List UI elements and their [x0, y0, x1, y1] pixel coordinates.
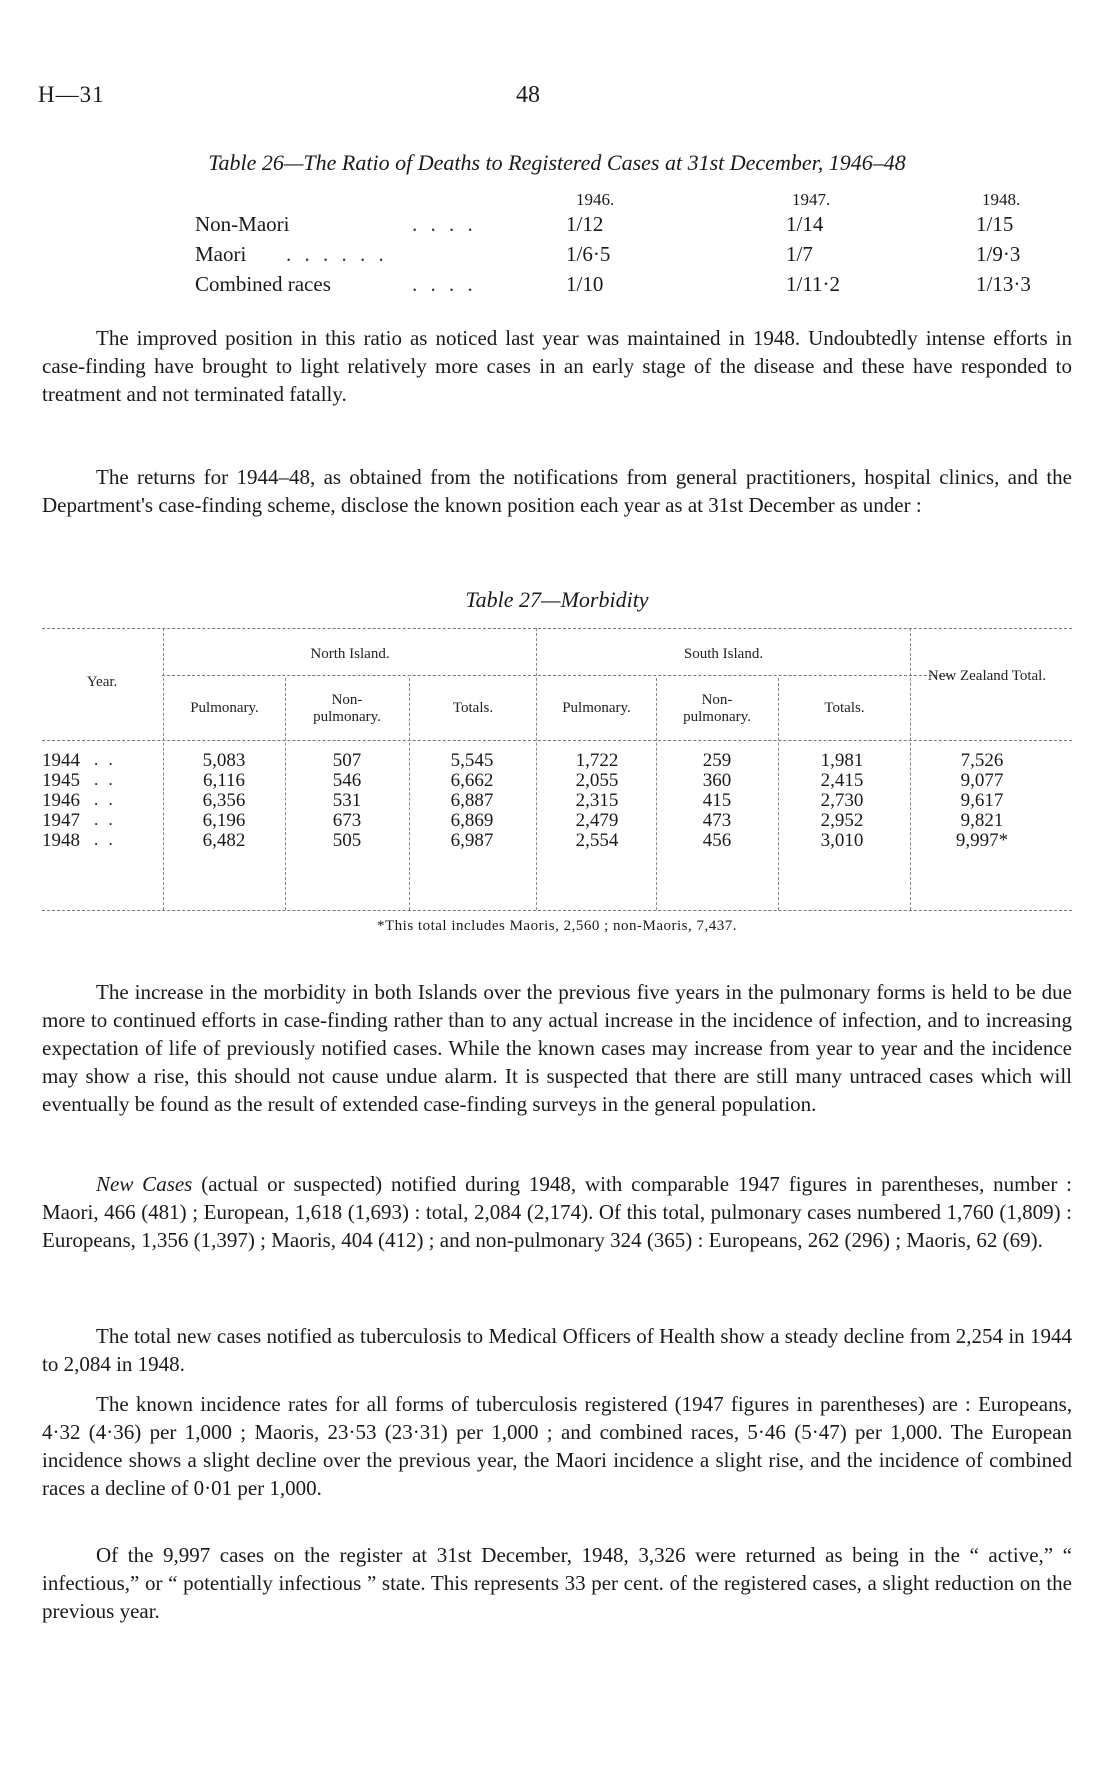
- header-south-island: South Island.: [683, 646, 764, 662]
- paragraph: [42, 1170, 1072, 1254]
- leader-dots: . .: [94, 770, 116, 789]
- table-cell: 6,116: [202, 770, 246, 791]
- row-year: 1944: [42, 750, 80, 771]
- paragraph: [42, 1541, 1072, 1625]
- leader-dots: . . . .: [412, 212, 477, 236]
- table-cell: 505: [332, 830, 362, 851]
- header-ni-totals: Totals.: [452, 700, 494, 716]
- table-cell: 9,821: [960, 810, 1004, 831]
- paragraph: [42, 1322, 1072, 1378]
- t26-row-combined: [0, 272, 1114, 300]
- column-rule: [163, 628, 164, 910]
- t26-cell: 1/13·3: [976, 272, 1031, 296]
- header-si-pulmonary: Pulmonary.: [562, 700, 631, 716]
- t26-cell: 1/15: [976, 212, 1014, 236]
- rule: [162, 675, 952, 676]
- header-north-island: North Island.: [310, 646, 390, 662]
- rule: [42, 740, 1072, 741]
- leader-dots: . .: [94, 830, 116, 849]
- column-rule: [285, 678, 286, 910]
- paragraph-text: (actual or suspected) notified during 1948, with comparable 1947 figures in parentheses, number : Maori, 466 (481) ; European, 1,618 (1,693) : total, 2,084 (2,174). Of this total, pulmonary cases numbered 1,760 (1,809) : Europeans, 1,356 (1,397) ; Maoris, 404 (412) ; and non-pulmonary 324 (365) : Europeans, 262 (296) ; Maoris, 62 (69).: [42, 1172, 1072, 1252]
- table-cell: 5,083: [202, 750, 246, 771]
- table-cell: 6,662: [450, 770, 494, 791]
- paragraph: [42, 324, 1072, 408]
- header-si-totals: Totals.: [824, 700, 865, 716]
- header-ni-non-pulmonary: Non-pulmonary.: [313, 692, 381, 725]
- row-year: 1945: [42, 770, 80, 791]
- t26-col-1948: 1948.: [982, 190, 1021, 209]
- column-rule: [910, 628, 911, 910]
- row-year: 1948: [42, 830, 80, 851]
- table-cell: 473: [702, 810, 732, 831]
- paragraph-lead: New Cases: [96, 1172, 193, 1196]
- paragraph-text: The improved position in this ratio as noticed last year was maintained in 1948. Undoubtedly intense efforts in case-finding have brought to light relatively more cases in an early stage of the disease and these have responded to treatment and not terminated fatally.: [42, 326, 1072, 406]
- header-nz-total: New Zealand Total.: [927, 668, 1047, 684]
- paragraph-text: The returns for 1944–48, as obtained from the notifications from general practitioners, hospital clinics, and the Department's case-finding scheme, disclose the known position each year as at 31st December as under :: [42, 465, 1072, 517]
- t26-col-1947: 1947.: [792, 190, 831, 209]
- rule: [42, 910, 1072, 911]
- header-ni-pulmonary: Pulmonary.: [190, 700, 259, 716]
- t26-cell: 1/9·3: [976, 242, 1021, 266]
- paragraph-text: Of the 9,997 cases on the register at 31st December, 1948, 3,326 were returned as being in the “ active,” “ infectious,” or “ potentially infectious ” state. This represents 33 per cent. of the registered cases, a slight reduction on the previous year.: [42, 1543, 1072, 1623]
- table-cell: 2,055: [575, 770, 619, 791]
- table-26-title: Table 26—The Ratio of Deaths to Registered Cases at 31st December, 1946–48: [208, 150, 906, 175]
- table-cell: 415: [702, 790, 732, 811]
- paragraph-text: The total new cases notified as tuberculosis to Medical Officers of Health show a steady decline from 2,254 in 1944 to 2,084 in 1948.: [42, 1324, 1072, 1376]
- rule: [42, 628, 1072, 629]
- leader-dots: . .: [94, 750, 116, 769]
- table-cell: 9,077: [960, 770, 1004, 791]
- table-27-title: Table 27—Morbidity: [465, 587, 649, 612]
- t26-cell: 1/11·2: [786, 272, 841, 296]
- table-cell: 507: [332, 750, 362, 771]
- table-cell: 6,869: [450, 810, 494, 831]
- t26-cell: 1/14: [786, 212, 824, 236]
- paragraph: [42, 1390, 1072, 1502]
- row-year: 1947: [42, 810, 80, 831]
- table-cell: 259: [702, 750, 732, 771]
- header-si-non-pulmonary: Non-pulmonary.: [683, 692, 751, 725]
- t26-row-non-maori: [0, 212, 1114, 240]
- table-cell: 1,722: [575, 750, 619, 771]
- table-cell: 2,315: [575, 790, 619, 811]
- table-cell: 2,479: [575, 810, 619, 831]
- table-cell: 360: [702, 770, 732, 791]
- table-cell: 9,997*: [955, 830, 1009, 851]
- t26-cell: 1/7: [786, 242, 813, 266]
- table-cell: 2,952: [820, 810, 864, 831]
- page-header: [38, 82, 1076, 116]
- leader-dots: . . . .: [412, 272, 477, 296]
- table-cell: 5,545: [450, 750, 494, 771]
- table-cell: 1,981: [820, 750, 864, 771]
- t26-row-label: Maori: [195, 242, 247, 266]
- column-rule: [536, 628, 537, 910]
- table-cell: 2,415: [820, 770, 864, 791]
- t26-cell: 1/10: [566, 272, 604, 296]
- report-code: H—31: [38, 82, 105, 107]
- header-year: Year.: [86, 674, 118, 690]
- leader-dots: . . . . . .: [286, 242, 388, 266]
- table-cell: 6,987: [450, 830, 494, 851]
- table-cell: 546: [332, 770, 362, 791]
- table-cell: 3,010: [820, 830, 864, 851]
- table-cell: 2,554: [575, 830, 619, 851]
- table-cell: 673: [332, 810, 362, 831]
- table-cell: 531: [332, 790, 362, 811]
- paragraph: [42, 463, 1072, 519]
- table-cell: 6,196: [202, 810, 246, 831]
- leader-dots: . .: [94, 790, 116, 809]
- table-cell: 7,526: [960, 750, 1004, 771]
- row-year: 1946: [42, 790, 80, 811]
- paragraph: [42, 978, 1072, 1118]
- column-rule: [656, 678, 657, 910]
- paragraph-text: The increase in the morbidity in both Islands over the previous five years in the pulmonary forms is held to be due more to continued efforts in case-finding rather than to any actual increase in the incidence of infection, and to increasing expectation of life of previously notified cases. While the known cases may increase from year to year and the incidence may show a rise, this should not cause undue alarm. It is suspected that there are still many untraced cases which will eventually be found as the result of extended case-finding surveys in the general population.: [42, 980, 1072, 1116]
- table-cell: 9,617: [960, 790, 1004, 811]
- table-cell: 6,887: [450, 790, 494, 811]
- t26-row-label: Combined races: [195, 272, 331, 296]
- table-cell: 2,730: [820, 790, 864, 811]
- leader-dots: . .: [94, 810, 116, 829]
- t26-cell: 1/6·5: [566, 242, 611, 266]
- table-cell: 6,482: [202, 830, 246, 851]
- table-cell: 6,356: [202, 790, 246, 811]
- t26-row-maori: [0, 242, 1114, 270]
- table-cell: 456: [702, 830, 732, 851]
- t26-row-label: Non-Maori: [195, 212, 290, 236]
- t26-cell: 1/12: [566, 212, 604, 236]
- t26-col-1946: 1946.: [576, 190, 615, 209]
- paragraph-text: The known incidence rates for all forms of tuberculosis registered (1947 figures in parentheses) are : Europeans, 4·32 (4·36) per 1,000 ; Maoris, 23·53 (23·31) per 1,000 ; and combined races, 5·46 (5·47) per 1,000. The European incidence shows a slight decline over the previous year, the Maori incidence a slight rise, and the incidence of combined races a decline of 0·01 per 1,000.: [42, 1392, 1072, 1500]
- footnote: *This total includes Maoris, 2,560 ; non-Maoris, 7,437.: [377, 918, 737, 934]
- page-number: 48: [516, 82, 540, 108]
- table-27: [42, 628, 1072, 913]
